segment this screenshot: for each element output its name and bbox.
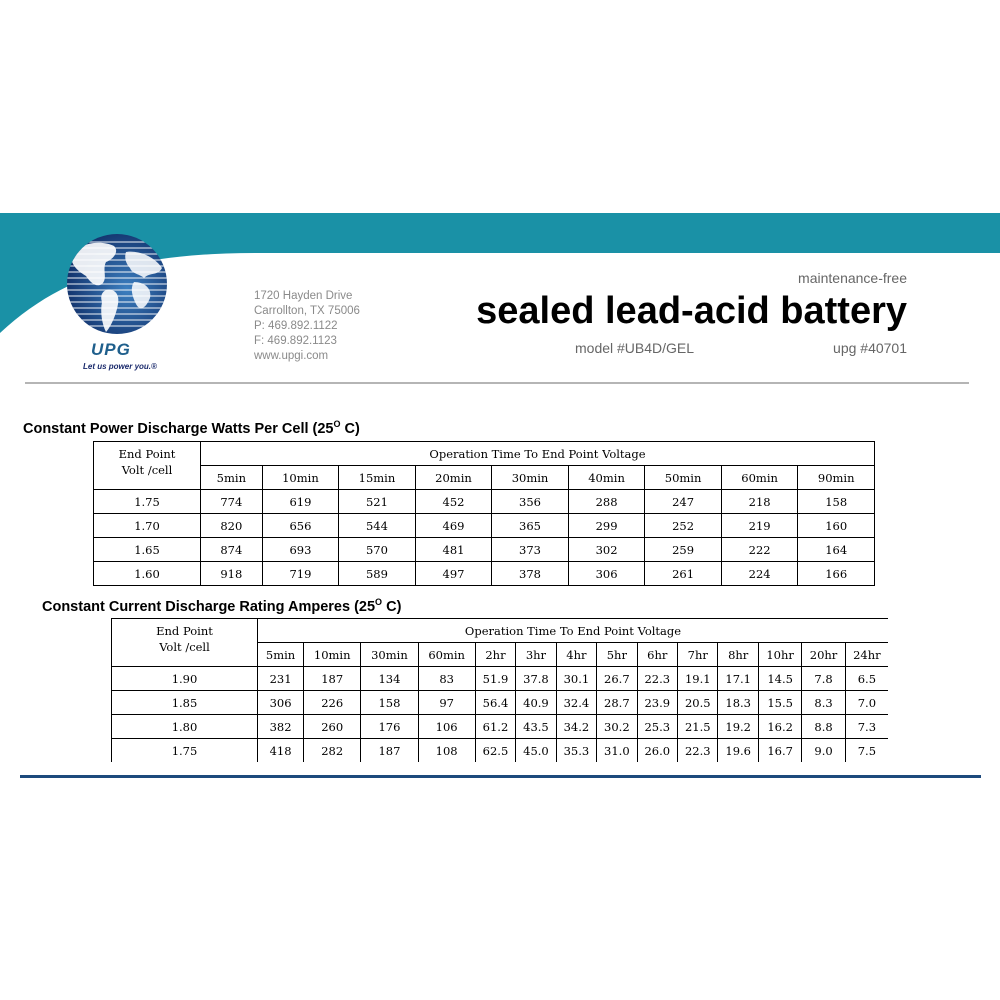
current-column-header: 4hr — [556, 643, 596, 667]
power-column-header: 5min — [201, 466, 263, 490]
power-value-cell: 247 — [645, 490, 722, 514]
current-discharge-table — [111, 618, 888, 762]
current-value-cell: 6.5 — [845, 667, 888, 691]
current-value-cell: 8.3 — [802, 691, 845, 715]
footer-divider — [20, 775, 981, 778]
current-value-cell: 7.0 — [845, 691, 888, 715]
current-value-cell: 418 — [258, 739, 304, 763]
current-value-cell: 226 — [304, 691, 361, 715]
power-value-cell: 224 — [721, 562, 798, 586]
product-title: sealed lead-acid battery — [476, 290, 907, 332]
current-value-cell: 25.3 — [637, 715, 677, 739]
company-address — [254, 289, 360, 364]
current-value-cell: 30.2 — [597, 715, 637, 739]
table-row — [112, 715, 889, 739]
current-value-cell: 19.2 — [718, 715, 758, 739]
current-title-end: C) — [382, 598, 402, 615]
corner-line2: Volt /cell — [159, 640, 210, 654]
corner-line1: End Point — [118, 447, 176, 461]
current-value-cell: 187 — [361, 739, 418, 763]
current-column-header: 20hr — [802, 643, 845, 667]
corner-line2: Volt /cell — [121, 463, 173, 477]
power-value-cell: 219 — [721, 514, 798, 538]
power-value-cell: 218 — [721, 490, 798, 514]
current-column-header: 24hr — [845, 643, 888, 667]
current-value-cell: 18.3 — [718, 691, 758, 715]
table-row — [112, 739, 889, 763]
power-value-cell: 365 — [492, 514, 569, 538]
current-volt-cell: 1.80 — [112, 715, 258, 739]
table-row — [112, 691, 889, 715]
power-volt-cell: 1.75 — [94, 490, 201, 514]
current-value-cell: 19.1 — [678, 667, 718, 691]
current-value-cell: 306 — [258, 691, 304, 715]
power-table-title — [23, 419, 360, 437]
current-value-cell: 260 — [304, 715, 361, 739]
current-column-header: 7hr — [678, 643, 718, 667]
current-column-header: 10hr — [758, 643, 801, 667]
current-value-cell: 62.5 — [475, 739, 515, 763]
power-value-cell: 774 — [201, 490, 263, 514]
current-value-cell: 45.0 — [516, 739, 556, 763]
power-value-cell: 589 — [339, 562, 416, 586]
power-value-cell: 656 — [262, 514, 339, 538]
power-value-cell: 544 — [339, 514, 416, 538]
current-value-cell: 7.3 — [845, 715, 888, 739]
address-street: 1720 Hayden Drive — [254, 290, 353, 302]
power-value-cell: 820 — [201, 514, 263, 538]
current-value-cell: 134 — [361, 667, 418, 691]
power-value-cell: 481 — [415, 538, 492, 562]
current-value-cell: 19.6 — [718, 739, 758, 763]
current-value-cell: 28.7 — [597, 691, 637, 715]
current-volt-cell: 1.85 — [112, 691, 258, 715]
power-column-header: 40min — [568, 466, 645, 490]
power-value-cell: 373 — [492, 538, 569, 562]
current-value-cell: 8.8 — [802, 715, 845, 739]
current-value-cell: 31.0 — [597, 739, 637, 763]
current-value-cell: 37.8 — [516, 667, 556, 691]
power-value-cell: 222 — [721, 538, 798, 562]
power-header-row — [94, 442, 875, 466]
power-value-cell: 166 — [798, 562, 875, 586]
power-value-cell: 299 — [568, 514, 645, 538]
power-discharge-table — [93, 441, 875, 586]
table-row — [112, 667, 889, 691]
power-value-cell: 521 — [339, 490, 416, 514]
address-fax: F: 469.892.1123 — [254, 335, 337, 347]
current-value-cell: 16.2 — [758, 715, 801, 739]
power-title-end: C) — [340, 420, 360, 437]
power-value-cell: 158 — [798, 490, 875, 514]
power-value-cell: 288 — [568, 490, 645, 514]
current-value-cell: 23.9 — [637, 691, 677, 715]
current-column-header: 60min — [418, 643, 475, 667]
brand-tagline: Let us power you.® — [83, 362, 157, 371]
power-value-cell: 874 — [201, 538, 263, 562]
power-value-cell: 452 — [415, 490, 492, 514]
model-number: model #UB4D/GEL — [575, 340, 695, 356]
current-volt-cell: 1.75 — [112, 739, 258, 763]
power-value-cell: 918 — [201, 562, 263, 586]
power-title-sup: O — [333, 419, 341, 429]
current-value-cell: 32.4 — [556, 691, 596, 715]
power-value-cell: 164 — [798, 538, 875, 562]
power-column-header: 10min — [262, 466, 339, 490]
current-value-cell: 21.5 — [678, 715, 718, 739]
current-value-cell: 97 — [418, 691, 475, 715]
power-value-cell: 378 — [492, 562, 569, 586]
current-value-cell: 51.9 — [475, 667, 515, 691]
power-value-cell: 570 — [339, 538, 416, 562]
current-value-cell: 108 — [418, 739, 475, 763]
current-value-cell: 16.7 — [758, 739, 801, 763]
power-volt-cell: 1.60 — [94, 562, 201, 586]
current-value-cell: 43.5 — [516, 715, 556, 739]
current-header-row — [112, 619, 889, 643]
power-column-header: 15min — [339, 466, 416, 490]
power-value-cell: 302 — [568, 538, 645, 562]
address-phone: P: 469.892.1122 — [254, 320, 338, 332]
power-value-cell: 619 — [262, 490, 339, 514]
power-value-cell: 469 — [415, 514, 492, 538]
current-value-cell: 9.0 — [802, 739, 845, 763]
power-volt-cell: 1.70 — [94, 514, 201, 538]
current-title-main: Constant Current Discharge Rating Amperes (25 — [42, 598, 376, 615]
current-value-cell: 35.3 — [556, 739, 596, 763]
current-column-header: 2hr — [475, 643, 515, 667]
power-value-cell: 160 — [798, 514, 875, 538]
power-value-cell: 719 — [262, 562, 339, 586]
current-column-header: 6hr — [637, 643, 677, 667]
current-column-header: 5min — [258, 643, 304, 667]
power-column-header: 50min — [645, 466, 722, 490]
current-group-header: Operation Time To End Point Voltage — [258, 619, 889, 643]
power-value-cell: 259 — [645, 538, 722, 562]
power-value-cell: 356 — [492, 490, 569, 514]
current-value-cell: 7.5 — [845, 739, 888, 763]
power-value-cell: 261 — [645, 562, 722, 586]
current-value-cell: 231 — [258, 667, 304, 691]
current-column-header: 30min — [361, 643, 418, 667]
power-columns-row — [94, 466, 875, 490]
current-value-cell: 34.2 — [556, 715, 596, 739]
current-value-cell: 187 — [304, 667, 361, 691]
address-web: www.upgi.com — [254, 350, 329, 362]
current-value-cell: 158 — [361, 691, 418, 715]
table-row — [94, 562, 875, 586]
power-value-cell: 497 — [415, 562, 492, 586]
power-value-cell: 252 — [645, 514, 722, 538]
table-row — [94, 538, 875, 562]
current-value-cell: 26.0 — [637, 739, 677, 763]
corner-line1: End Point — [156, 624, 213, 638]
current-column-header: 5hr — [597, 643, 637, 667]
current-corner-cell — [112, 619, 258, 667]
power-group-header: Operation Time To End Point Voltage — [201, 442, 875, 466]
current-value-cell: 20.5 — [678, 691, 718, 715]
current-value-cell: 22.3 — [678, 739, 718, 763]
table-row — [94, 514, 875, 538]
current-title-sup: O — [375, 597, 383, 607]
current-column-header: 8hr — [718, 643, 758, 667]
current-value-cell: 83 — [418, 667, 475, 691]
current-value-cell: 382 — [258, 715, 304, 739]
current-value-cell: 40.9 — [516, 691, 556, 715]
current-table-title — [42, 597, 401, 615]
current-value-cell: 106 — [418, 715, 475, 739]
power-corner-cell — [94, 442, 201, 490]
current-volt-cell: 1.90 — [112, 667, 258, 691]
header-divider — [25, 382, 969, 384]
current-value-cell: 61.2 — [475, 715, 515, 739]
current-column-header: 10min — [304, 643, 361, 667]
power-volt-cell: 1.65 — [94, 538, 201, 562]
current-column-header: 3hr — [516, 643, 556, 667]
power-column-header: 30min — [492, 466, 569, 490]
power-value-cell: 306 — [568, 562, 645, 586]
current-value-cell: 17.1 — [718, 667, 758, 691]
current-value-cell: 176 — [361, 715, 418, 739]
current-value-cell: 56.4 — [475, 691, 515, 715]
power-value-cell: 693 — [262, 538, 339, 562]
current-value-cell: 15.5 — [758, 691, 801, 715]
table-row — [94, 490, 875, 514]
brand-name: UPG — [91, 340, 131, 359]
current-value-cell: 30.1 — [556, 667, 596, 691]
power-column-header: 60min — [721, 466, 798, 490]
product-subtitle: maintenance-free — [798, 270, 907, 286]
power-title-main: Constant Power Discharge Watts Per Cell (25 — [23, 420, 334, 437]
current-value-cell: 282 — [304, 739, 361, 763]
current-value-cell: 14.5 — [758, 667, 801, 691]
power-column-header: 90min — [798, 466, 875, 490]
address-city: Carrollton, TX 75006 — [254, 305, 360, 317]
current-value-cell: 22.3 — [637, 667, 677, 691]
upg-number: upg #40701 — [833, 340, 907, 356]
current-value-cell: 7.8 — [802, 667, 845, 691]
power-column-header: 20min — [415, 466, 492, 490]
current-value-cell: 26.7 — [597, 667, 637, 691]
